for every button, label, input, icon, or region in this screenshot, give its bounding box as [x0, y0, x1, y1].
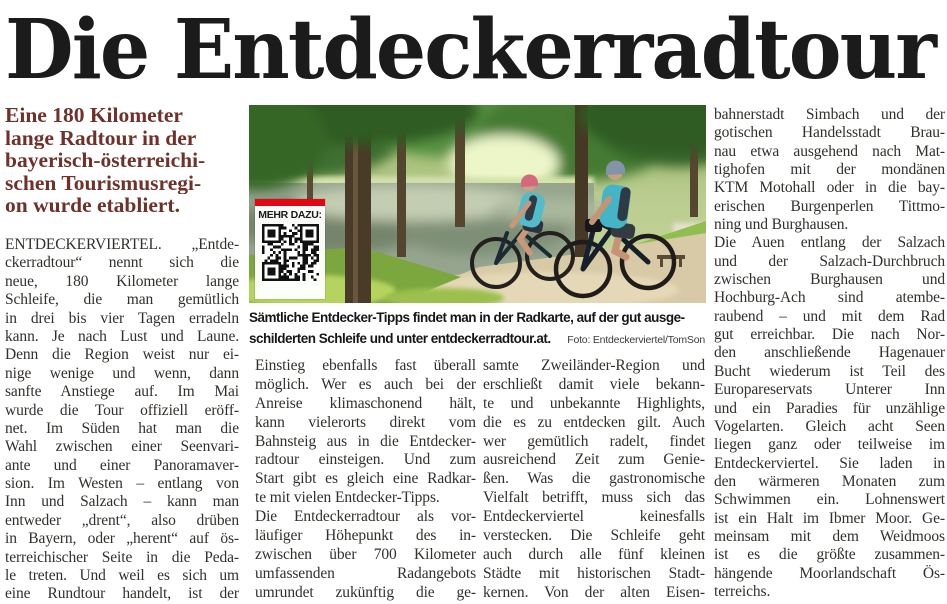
page-title	[5, 2, 945, 100]
caption-line-2: schilderten Schleife und unter entdeckerradtour.at.	[249, 330, 551, 346]
qr-code	[262, 224, 319, 281]
article-photo	[249, 105, 706, 303]
qr-label: MEHR DAZU:	[258, 209, 322, 221]
article-text-column-4: bahnerstadt Simbach und der gotischen Handelsstadt Brau- nau etwa ausgehend nach Mat- tighofen mit der mondänen KTM Motohall oder in die bay- erischen Burgenperlen Tittmo- ning und Burghausen. Die Auen entlang der Salzach und der Salzach-Durchbruch zwischen Burghausen und Hochburg-Ach sind atembe- raubend – und mit dem Rad gut erreichbar. Die nach Nor- den anschließende Hagenauer Bucht wiederum ist Teil des Europareservats Unterer Inn und ein Paradies für unzählige Vogelarten. Gleich acht Seen liegen ganz oder teilweise im Entdeckerviertel. Sie laden in den wärmeren Monaten zum Schwimmen ein. Lohnenswert ist ein Halt im Ibmer Moor. Ge- meinsam mit dem Weidmoos ist es die größte zusammen- hängende Moorlandschaft Ös- terreichs.	[714, 106, 945, 600]
caption-line-1: Sämtliche Entdecker-Tipps findet man in der Radkarte, auf der gut ausge-	[249, 310, 685, 325]
article-main-block	[249, 105, 706, 604]
article-column-1	[5, 104, 239, 603]
article-text-column-1: ENTDECKERVIERTEL. „Entde- ckerradtour“ nennt sich die neue, 180 Kilometer lange Schleife, die man gemütlich in drei bis vier Tagen erradeln kann. Je nach Lust und Laune. Denn die Region weist nur ei- nige wenige und wenn, dann sanfte Anstiege auf. Im Mai wurde die Tour offiziell eröff- net. Im Süden hat man die Wahl zwischen einer Seenvari- ante und einer Panoramaver- sion. Im Westen – entlang von Inn und Salzach – kann man entweder „drent“, also drüben in Bayern, oder „herent“ auf ös- terreichischer Seite in die Peda- le treten. Und weil es sich um eine Rundtour handelt, ist der	[5, 236, 239, 603]
article-text-column-2: Einstieg ebenfalls fast überall möglich. Wer es auch bei der Anreise klimaschonend hält, kann vielerorts direkt vom Bahnsteig aus in die Entdecker- radtour einsteigen. Und zum Start gibt es gleich eine Radkar- te mit vielen Entdecker-Tipps. Die Entdeckerradtour als vor- läufiger Höhepunkt des in- zwischen über 700 Kilometer umfassenden Radangebots umrundet zukünftig die ge-	[255, 357, 476, 601]
headline-text: Die Entdeckerradtour	[5, 2, 935, 98]
qr-overlay	[255, 199, 325, 299]
photo-credit: Foto: Entdeckerviertel/TomSon	[567, 333, 705, 346]
article-text-column-3: samte Zweiländer-Region und erschließt damit viele bekann- te und unbekannte Highlights, die es zu entdecken gilt. Auch wer gemütlich radelt, findet ausreichend Zeit zum Genie- ßen. Was die gastronomische Vielfalt betrifft, muss sich das Entdeckerviertel keinesfalls verstecken. Die Schleife geht auch durch alle fünf kleinen Städte mit historischen Stadt- kernen. Von der alten Eisen-	[483, 357, 705, 601]
qr-red-bar	[255, 199, 325, 206]
lead-paragraph: Eine 180 Kilometer lange Radtour in der bayerisch-österreichi- schen Tourismusregi- on wurde etabliert.	[5, 104, 206, 217]
photo-caption	[249, 308, 705, 350]
